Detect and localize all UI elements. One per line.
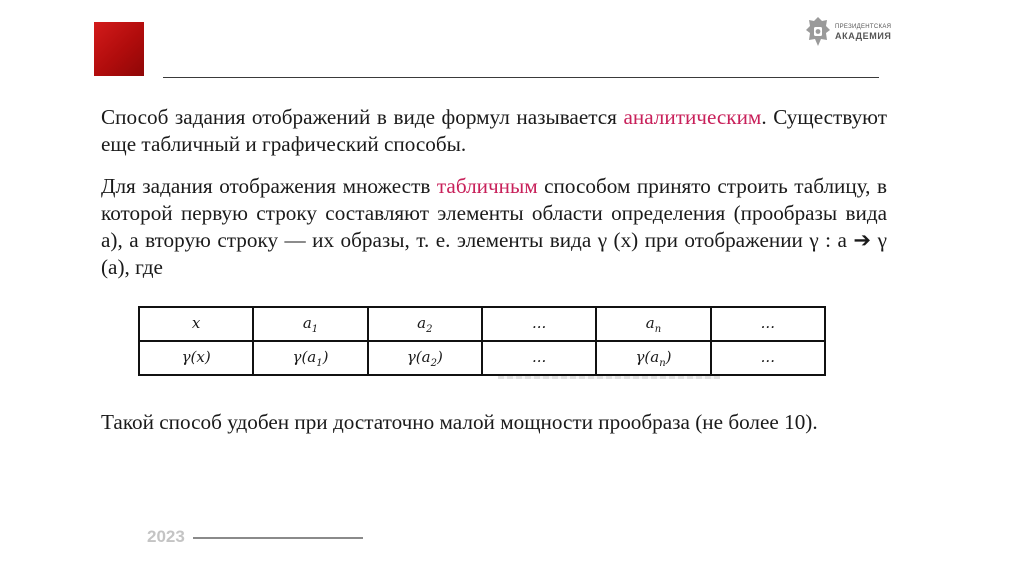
table-cell: ... (482, 307, 596, 341)
table-cell: x (139, 307, 253, 341)
arrow-icon: ➔ (853, 228, 872, 252)
paragraph2-text-c: γ (a), где (101, 228, 887, 279)
table-cell: ... (482, 341, 596, 375)
paragraph2-text-b: способом принято строить таблицу, в которой первую строку составляют элементы области определения (прообразы вида a), а вторую строку — их образы, т. е. элементы вида γ (x) при отображении γ : a (101, 174, 887, 252)
logo-text-line1: ПРЕЗИДЕНТСКАЯ (835, 23, 892, 30)
academy-logo (805, 13, 895, 51)
table-cell: $a_1$ (253, 307, 367, 341)
paragraph-table-method (101, 173, 887, 281)
term-tabular: табличным (436, 174, 538, 198)
brand-red-square (94, 22, 144, 76)
logo-text-line2: АКАДЕМИЯ (835, 30, 892, 41)
table-cell: ... (711, 307, 825, 341)
table-cell: $a_2$ (368, 307, 482, 341)
table-row-images (139, 341, 825, 375)
table-cell: ... (711, 341, 825, 375)
header-divider (163, 77, 879, 78)
paragraph1-text-a: Способ задания отображений в виде формул называется (101, 105, 624, 129)
paragraph2-text-a: Для задания отображения множеств (101, 174, 437, 198)
table-cell: $\gamma(a_1)$ (253, 341, 367, 375)
footer-divider (193, 537, 363, 539)
footer-year: 2023 (147, 527, 185, 546)
table-cell: γ(x) (139, 341, 253, 375)
paragraph1-text-b: . Существуют еще табличный и графический способы. (101, 105, 887, 156)
paragraph-convenience-note: Такой способ удобен при достаточно малой мощности прообраза (не более 10). (101, 410, 818, 434)
paragraph-analytic-method (101, 104, 887, 158)
table-row-preimages (139, 307, 825, 341)
table-cell: $a_n$ (596, 307, 710, 341)
mapping-table (138, 306, 826, 376)
term-analytic: аналитическим (623, 105, 762, 129)
eagle-emblem-icon (805, 15, 831, 49)
table-cell: $\gamma(a_n)$ (596, 341, 710, 375)
table-cell: $\gamma(a_2)$ (368, 341, 482, 375)
faint-underline-artifact (498, 376, 720, 379)
